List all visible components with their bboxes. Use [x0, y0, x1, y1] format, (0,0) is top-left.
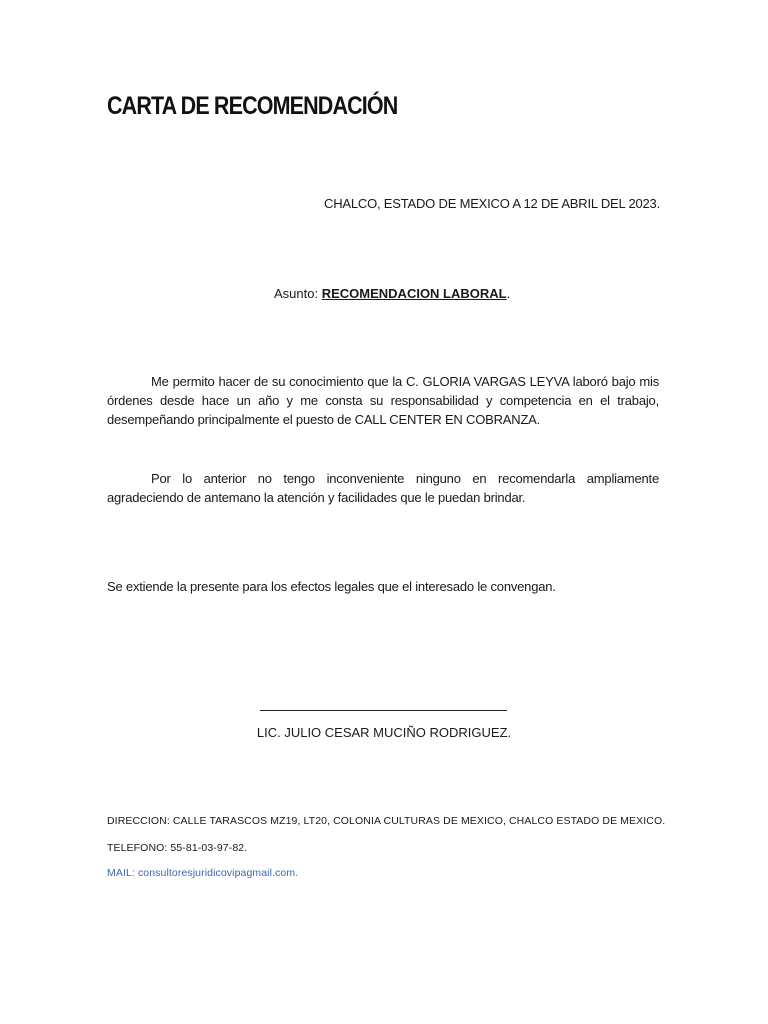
footer-address: DIRECCION: CALLE TARASCOS MZ19, LT20, COLONIA CULTURAS DE MEXICO, CHALCO ESTADO DE MEXICO. — [107, 815, 666, 827]
subject-label: Asunto: — [274, 286, 319, 301]
subject-line — [274, 286, 510, 301]
footer-mail: MAIL: consultoresjuridicovipagmail.com. — [107, 867, 299, 879]
signature-line — [260, 710, 507, 711]
letter-title: CARTA DE RECOMENDACIÓN — [107, 92, 398, 120]
paragraph-2: Por lo anterior no tengo inconveniente ninguno en recomendarla ampliamente agradeciendo de antemano la atención y facilidades que le puedan brindar. — [107, 471, 659, 505]
paragraph-3: Se extiende la presente para los efectos legales que el interesado le convengan. — [107, 579, 556, 594]
subject-value: RECOMENDACION LABORAL — [321, 286, 507, 301]
subject-end: . — [506, 286, 511, 301]
paragraph-1: Me permito hacer de su conocimiento que la C. GLORIA VARGAS LEYVA laboró bajo mis órdenes desde hace un año y me consta su responsabilidad y competencia en el trabajo, desempeñando principalmente el puesto de CALL CENTER EN COBRANZA. — [107, 374, 659, 427]
footer-phone: TELEFONO: 55-81-03-97-82. — [107, 842, 248, 854]
signer-name: LIC. JULIO CESAR MUCIÑO RODRIGUEZ. — [256, 725, 512, 740]
date-line: CHALCO, ESTADO DE MEXICO A 12 DE ABRIL DEL 2023. — [324, 196, 660, 211]
